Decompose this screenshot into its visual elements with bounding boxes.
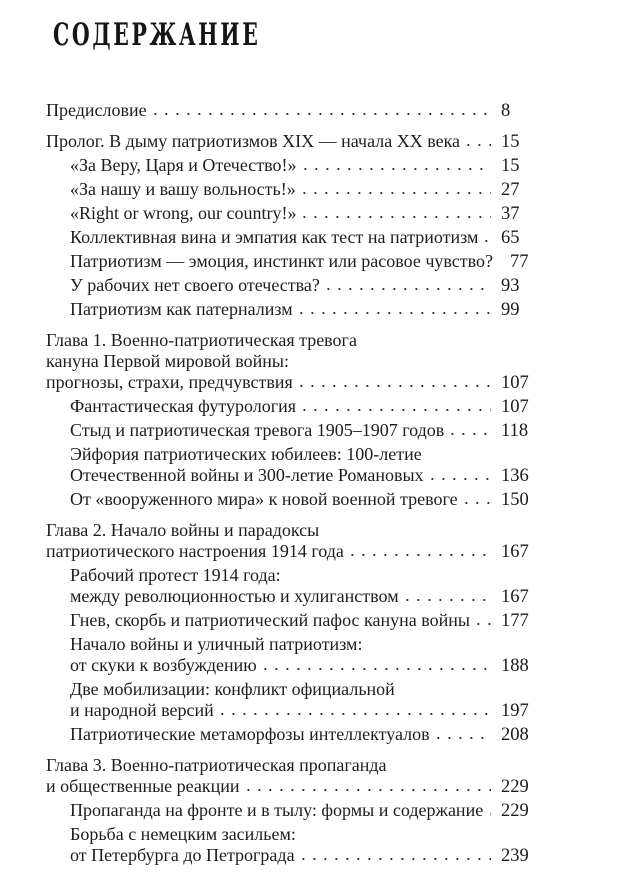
toc-entry-line <box>70 299 545 321</box>
toc-entry-line <box>70 227 545 249</box>
dot-leader <box>304 167 492 171</box>
page-number: 77 <box>510 252 529 272</box>
page-number: 197 <box>501 701 529 721</box>
dot-leader <box>303 408 491 412</box>
toc-entry <box>46 179 545 201</box>
toc-entry-line <box>70 420 545 442</box>
toc-entry-text: и общественные реакции <box>46 776 240 796</box>
toc-entry-text: Предисловие <box>46 100 147 120</box>
page-number: 65 <box>501 228 520 248</box>
page-number: 15 <box>501 132 520 152</box>
toc-entry-text: Фантастическая футурология <box>70 396 297 416</box>
page-number: 229 <box>501 801 529 821</box>
toc-entry-line <box>70 565 545 586</box>
toc-entry-line <box>70 586 545 608</box>
dot-leader <box>300 384 491 388</box>
page-number: 239 <box>501 846 529 866</box>
toc-entry <box>46 330 545 394</box>
toc-entry-text: Патриотизм как патернализм <box>70 299 293 319</box>
toc-entry-text: Гнев, скорбь и патриотический пафос кануна войны <box>70 610 470 630</box>
toc-entry <box>46 755 545 798</box>
toc-entry <box>46 251 545 273</box>
toc-entry-text: «За Веру, Царя и Отечество!» <box>70 155 297 175</box>
toc-entry-line <box>46 541 545 563</box>
toc-entry-line <box>70 679 545 700</box>
dot-leader <box>302 857 491 861</box>
toc-entry <box>46 203 545 225</box>
dot-leader <box>154 112 491 116</box>
page-number: 177 <box>501 611 529 631</box>
toc-entry-line <box>46 372 545 394</box>
toc-entry <box>46 100 545 122</box>
toc-entry <box>46 155 545 177</box>
toc-entry-line <box>46 776 545 798</box>
toc-entry-text: Отечественной войны и 300-летие Романовых <box>70 465 424 485</box>
toc-entry-text: Глава 3. Военно-патриотическая пропаганда <box>46 755 387 775</box>
toc-entry-line <box>70 155 545 177</box>
toc-entry-text: Глава 1. Военно-патриотическая тревога <box>46 330 357 350</box>
dot-leader <box>303 191 491 195</box>
toc-entry-line <box>70 465 545 487</box>
toc-entry-text: кануна Первой мировой войны: <box>46 351 289 371</box>
toc-entry-line <box>70 610 545 632</box>
dot-leader <box>490 812 491 816</box>
toc-entry-text: патриотического настроения 1914 года <box>46 541 344 561</box>
page-number: 188 <box>501 656 529 676</box>
table-of-contents <box>46 100 545 867</box>
toc-entry-text: «Right or wrong, our country!» <box>70 203 297 223</box>
toc-entry-text: От «вооруженного мира» к новой военной тревоге <box>70 489 458 509</box>
toc-entry <box>46 520 545 563</box>
page-number: 167 <box>501 542 529 562</box>
page-number: 99 <box>501 300 520 320</box>
toc-entry-line <box>70 655 545 677</box>
toc-entry <box>46 824 545 867</box>
page-title: СОДЕРЖАНИЕ <box>53 17 261 53</box>
toc-entry-text: Эйфория патриотических юбилеев: 100-летие <box>70 444 422 464</box>
dot-leader <box>406 598 491 602</box>
toc-entry <box>46 396 545 418</box>
toc-entry-line <box>46 131 545 153</box>
toc-entry-text: от Петербурга до Петрограда <box>70 845 295 865</box>
toc-entry-text: Патриотические метаморфозы интеллектуалов <box>70 724 430 744</box>
dot-leader <box>485 239 491 243</box>
page-number: 167 <box>501 587 529 607</box>
toc-entry-line <box>70 634 545 655</box>
page-number: 8 <box>501 101 511 121</box>
toc-entry <box>46 227 545 249</box>
toc-entry <box>46 299 545 321</box>
page-number: 107 <box>501 397 529 417</box>
toc-entry <box>46 634 545 677</box>
page-number: 37 <box>501 204 520 224</box>
toc-entry-line <box>70 489 545 511</box>
toc-entry-line <box>70 203 545 225</box>
toc-entry-text: Пропаганда на фронте и в тылу: формы и содержание <box>70 800 484 820</box>
toc-entry <box>46 444 545 487</box>
toc-entry-line <box>70 800 545 822</box>
toc-entry-text: прогнозы, страхи, предчувствия <box>46 372 293 392</box>
dot-leader <box>264 667 491 671</box>
page-number: 93 <box>501 276 520 296</box>
toc-entry-line <box>70 179 545 201</box>
dot-leader <box>467 143 491 147</box>
dot-leader <box>465 501 491 505</box>
toc-entry-line <box>70 444 545 465</box>
toc-entry <box>46 275 545 297</box>
toc-entry-line <box>70 700 545 722</box>
toc-entry-text: и народной версий <box>70 700 214 720</box>
toc-entry <box>46 800 545 822</box>
toc-entry-text: Две мобилизации: конфликт официальной <box>70 679 395 699</box>
toc-entry <box>46 724 545 746</box>
toc-entry <box>46 565 545 608</box>
toc-entry-line <box>46 351 545 372</box>
toc-entry-text: Рабочий протест 1914 года: <box>70 565 281 585</box>
toc-entry-line <box>70 275 545 297</box>
dot-leader <box>437 736 491 740</box>
toc-entry-text: Начало войны и уличный патриотизм: <box>70 634 363 654</box>
toc-entry-text: «За нашу и вашу вольность!» <box>70 179 296 199</box>
toc-entry-line <box>70 251 545 273</box>
toc-entry-text: от скуки к возбуждению <box>70 655 257 675</box>
page-number: 150 <box>501 490 529 510</box>
dot-leader <box>247 788 491 792</box>
toc-entry-text: между революционностью и хулиганством <box>70 586 399 606</box>
toc-entry-line <box>46 755 545 776</box>
dot-leader <box>351 553 491 557</box>
page-number: 27 <box>501 180 520 200</box>
dot-leader <box>300 311 491 315</box>
toc-entry <box>46 679 545 722</box>
page-number: 229 <box>501 777 529 797</box>
dot-leader <box>327 287 491 291</box>
toc-entry-text: Коллективная вина и эмпатия как тест на патриотизм <box>70 227 479 247</box>
page-number: 208 <box>501 725 529 745</box>
toc-entry-line <box>70 396 545 418</box>
toc-entry <box>46 131 545 153</box>
toc-entry-line <box>46 520 545 541</box>
dot-leader <box>431 477 491 481</box>
page-number: 136 <box>501 466 529 486</box>
page-number: 118 <box>501 421 529 441</box>
toc-entry <box>46 610 545 632</box>
toc-entry-line <box>70 724 545 746</box>
toc-entry-text: Пролог. В дыму патриотизмов XIX — начала XX века <box>46 131 461 151</box>
dot-leader <box>221 712 491 716</box>
page-number: 15 <box>501 156 520 176</box>
toc-entry-text: Патриотизм — эмоция, инстинкт или расовое чувство? <box>70 251 493 271</box>
dot-leader <box>303 215 491 219</box>
toc-entry <box>46 420 545 442</box>
toc-entry-line <box>46 330 545 351</box>
toc-entry-text: Глава 2. Начало войны и парадоксы <box>46 520 320 540</box>
toc-entry-line <box>46 100 545 122</box>
toc-entry-text: Стыд и патриотическая тревога 1905–1907 годов <box>70 420 445 440</box>
page-number: 107 <box>501 373 529 393</box>
toc-entry-line <box>70 824 545 845</box>
toc-entry-text: У рабочих нет своего отечества? <box>70 275 320 295</box>
dot-leader <box>451 432 491 436</box>
toc-entry-line <box>70 845 545 867</box>
toc-entry <box>46 489 545 511</box>
toc-entry-text: Борьба с немецким засильем: <box>70 824 296 844</box>
dot-leader <box>477 622 491 626</box>
